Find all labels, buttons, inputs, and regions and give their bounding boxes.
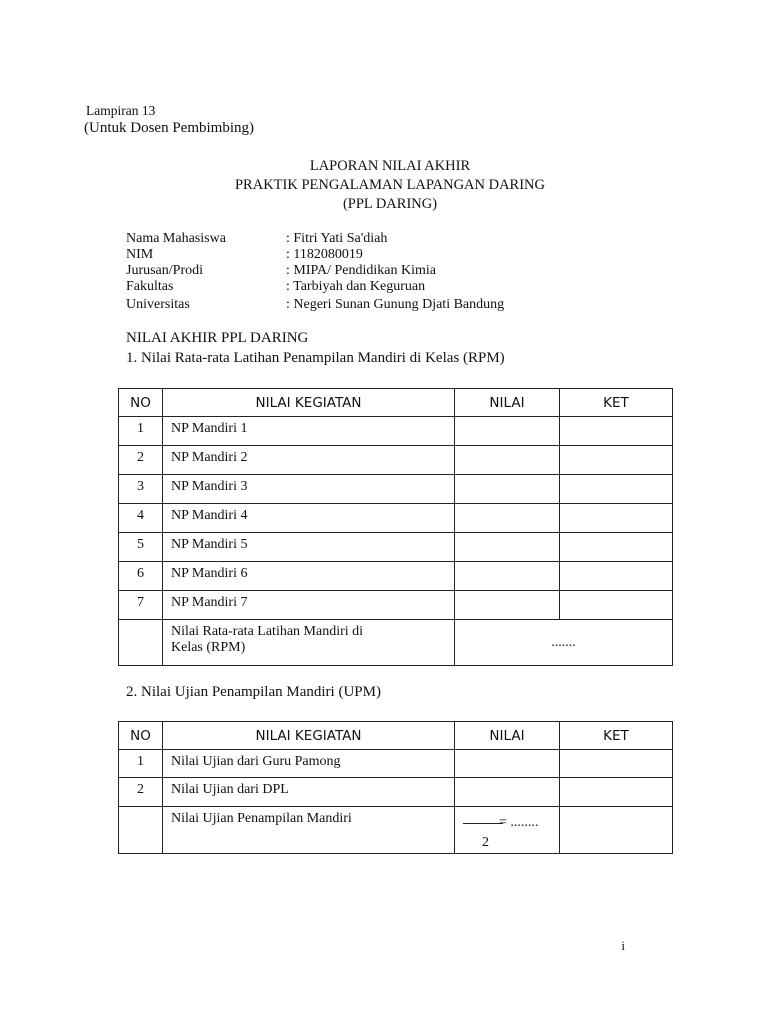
report-title-line-1: LAPORAN NILAI AKHIR — [309, 158, 471, 174]
recipient-note: (Untuk Dosen Pembimbing) — [84, 120, 254, 136]
info-value-nim: : 1182080019 — [286, 247, 363, 262]
row-nilai-cell[interactable] — [455, 750, 560, 778]
summary-formula-cell[interactable] — [455, 807, 560, 854]
table-row — [119, 417, 673, 446]
row-kegiatan: Nilai Ujian dari Guru Pamong — [163, 750, 455, 778]
col-header-no: NO — [119, 722, 163, 750]
row-kegiatan: NP Mandiri 3 — [163, 475, 455, 504]
table-row — [119, 504, 673, 533]
summary-row — [119, 807, 673, 854]
row-kegiatan: Nilai Ujian dari DPL — [163, 778, 455, 807]
summary-no-cell — [119, 807, 163, 854]
row-kegiatan: NP Mandiri 5 — [163, 533, 455, 562]
summary-label — [163, 620, 455, 666]
col-header-nilai: NILAI — [455, 722, 560, 750]
col-header-ket: KET — [560, 389, 673, 417]
fraction-line — [463, 823, 503, 824]
row-no: 1 — [119, 417, 163, 446]
row-ket-cell[interactable] — [560, 562, 673, 591]
report-title-line-3: (PPL DARING) — [342, 196, 438, 212]
summary-ket-cell[interactable] — [560, 807, 673, 854]
summary-label: Nilai Ujian Penampilan Mandiri — [163, 807, 455, 854]
table2-heading: 2. Nilai Ujian Penampilan Mandiri (UPM) — [126, 684, 381, 700]
table-row — [119, 446, 673, 475]
row-nilai-cell[interactable] — [455, 475, 560, 504]
summary-row — [119, 620, 673, 666]
formula-denominator: 2 — [482, 835, 489, 850]
summary-label-line-2: Kelas (RPM) — [171, 640, 246, 655]
table1-heading: 1. Nilai Rata-rata Latihan Penampilan Mandiri di Kelas (RPM) — [126, 350, 505, 366]
row-nilai-cell[interactable] — [455, 417, 560, 446]
summary-no-cell — [119, 620, 163, 666]
info-label-nama: Nama Mahasiswa — [126, 231, 226, 246]
info-label-universitas: Universitas — [126, 297, 190, 312]
row-no: 2 — [119, 778, 163, 807]
info-label-jurusan: Jurusan/Prodi — [126, 263, 203, 278]
upm-table — [118, 721, 673, 854]
info-value-universitas: : Negeri Sunan Gunung Djati Bandung — [286, 297, 505, 312]
lampiran-label: Lampiran 13 — [86, 103, 156, 118]
col-header-ket: KET — [560, 722, 673, 750]
info-value-jurusan: : MIPA/ Pendidikan Kimia — [286, 263, 436, 278]
summary-value-cell[interactable]: ....... — [455, 620, 673, 666]
row-ket-cell[interactable] — [560, 504, 673, 533]
row-ket-cell[interactable] — [560, 778, 673, 807]
rpm-table — [118, 388, 673, 666]
table-row — [119, 533, 673, 562]
row-nilai-cell[interactable] — [455, 446, 560, 475]
formula-result: = ........ — [499, 815, 539, 830]
report-title-line-2: PRAKTIK PENGALAMAN LAPANGAN DARING — [234, 177, 545, 193]
col-header-no: NO — [119, 389, 163, 417]
info-value-nama: : Fitri Yati Sa'diah — [286, 231, 388, 246]
table-row — [119, 750, 673, 778]
summary-label-line-1: Nilai Rata-rata Latihan Mandiri di — [171, 624, 364, 639]
row-ket-cell[interactable] — [560, 417, 673, 446]
row-no: 7 — [119, 591, 163, 620]
table-header-row — [119, 389, 673, 417]
row-ket-cell[interactable] — [560, 750, 673, 778]
row-kegiatan: NP Mandiri 7 — [163, 591, 455, 620]
page-number: i — [621, 938, 625, 953]
row-nilai-cell[interactable] — [455, 533, 560, 562]
col-header-nilai: NILAI — [455, 389, 560, 417]
row-nilai-cell[interactable] — [455, 504, 560, 533]
row-no: 3 — [119, 475, 163, 504]
row-ket-cell[interactable] — [560, 533, 673, 562]
row-kegiatan: NP Mandiri 1 — [163, 417, 455, 446]
row-kegiatan: NP Mandiri 4 — [163, 504, 455, 533]
row-no: 1 — [119, 750, 163, 778]
table-row — [119, 562, 673, 591]
row-ket-cell[interactable] — [560, 446, 673, 475]
row-kegiatan: NP Mandiri 6 — [163, 562, 455, 591]
row-kegiatan: NP Mandiri 2 — [163, 446, 455, 475]
table-row — [119, 475, 673, 504]
row-ket-cell[interactable] — [560, 475, 673, 504]
row-no: 6 — [119, 562, 163, 591]
info-label-nim: NIM — [126, 247, 154, 262]
row-nilai-cell[interactable] — [455, 562, 560, 591]
col-header-kegiatan: NILAI KEGIATAN — [163, 722, 455, 750]
table-row — [119, 591, 673, 620]
table-header-row — [119, 722, 673, 750]
info-value-fakultas: : Tarbiyah dan Keguruan — [286, 279, 426, 294]
info-label-fakultas: Fakultas — [126, 279, 174, 294]
section-title: NILAI AKHIR PPL DARING — [126, 330, 309, 346]
col-header-kegiatan: NILAI KEGIATAN — [163, 389, 455, 417]
row-ket-cell[interactable] — [560, 591, 673, 620]
row-nilai-cell[interactable] — [455, 778, 560, 807]
row-no: 5 — [119, 533, 163, 562]
table-row — [119, 778, 673, 807]
row-no: 4 — [119, 504, 163, 533]
row-nilai-cell[interactable] — [455, 591, 560, 620]
row-no: 2 — [119, 446, 163, 475]
